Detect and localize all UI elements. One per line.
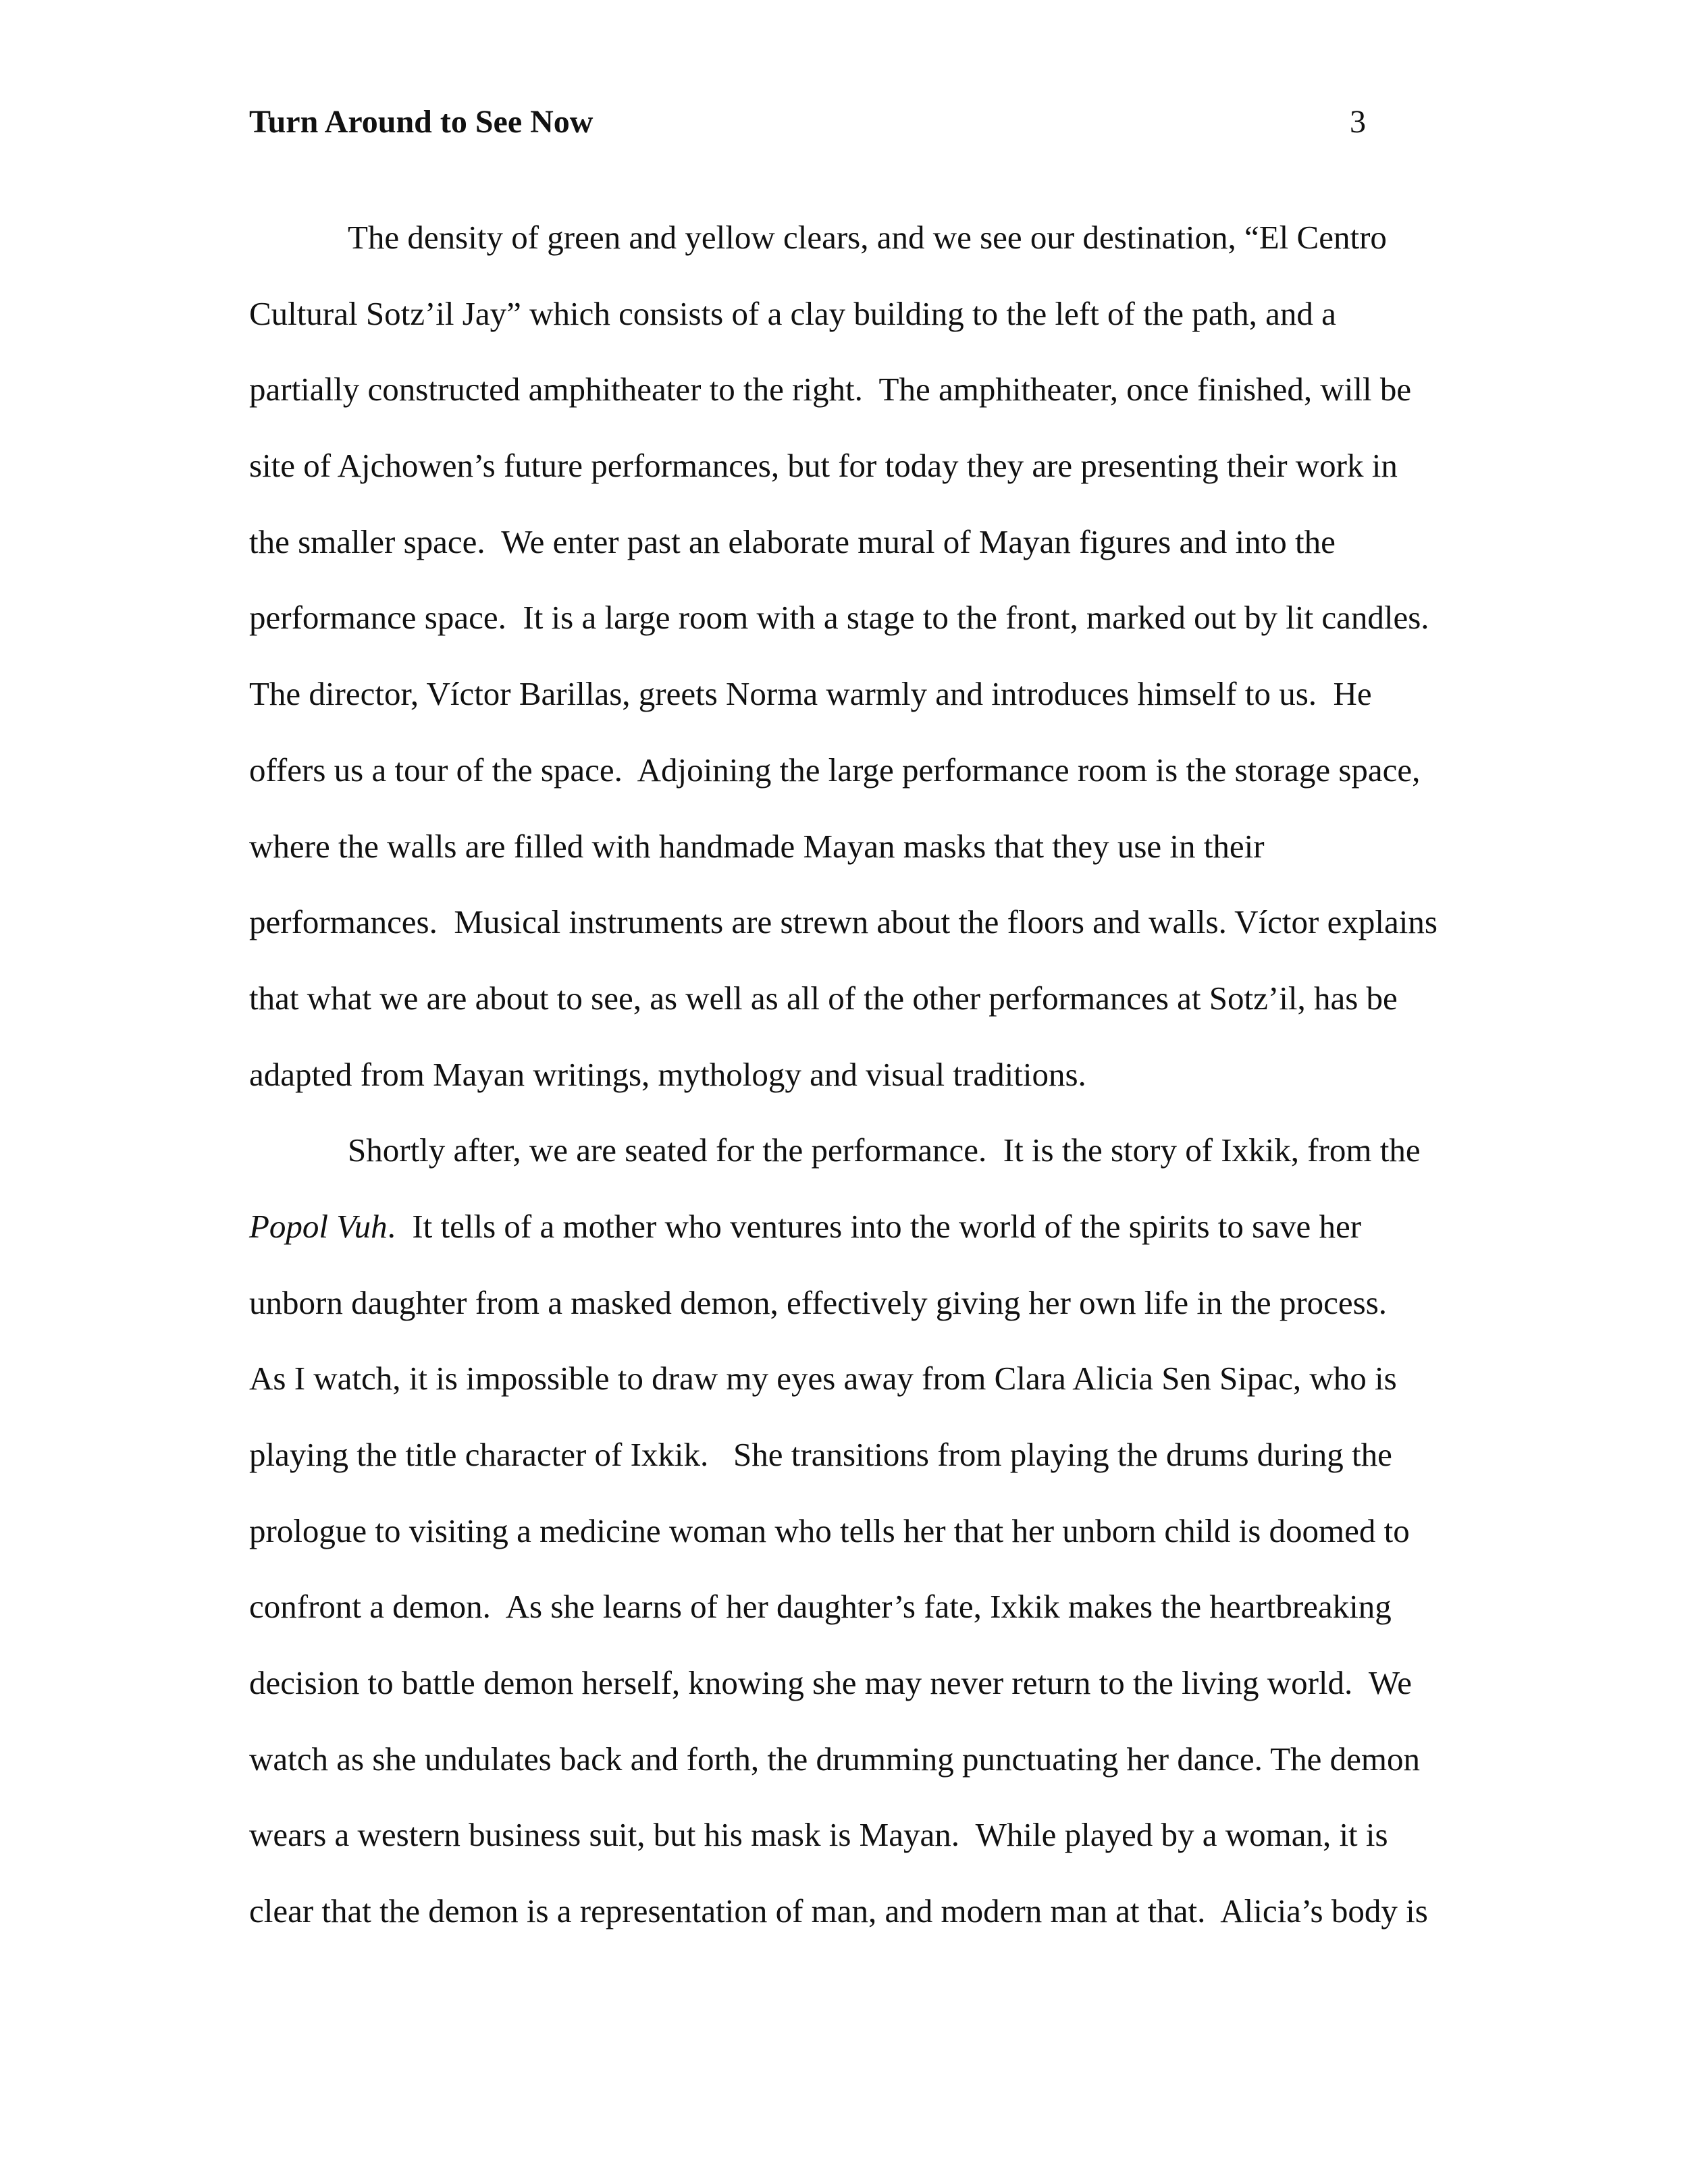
text-span: . It tells of a mother who ventures into the world of the spirits to save her — [387, 1207, 1362, 1245]
text-line: prologue to visiting a medicine woman who tells her that her unborn child is doomed to — [249, 1512, 1410, 1549]
text-line — [249, 1189, 1451, 1265]
text-line: where the walls are filled with handmade Mayan masks that they use in their — [249, 827, 1265, 865]
text-line: confront a demon. As she learns of her daughter’s fate, Ixkik makes the heartbreaking — [249, 1588, 1392, 1626]
text-line: performances. Musical instruments are strewn about the floors and walls. Víctor explains — [249, 903, 1438, 941]
book-title: Popol Vuh — [249, 1207, 388, 1245]
running-head-title: Turn Around to See Now — [249, 104, 594, 140]
running-header — [249, 102, 1366, 142]
text-line: partially constructed amphitheater to the right. The amphitheater, once finished, will be — [249, 371, 1412, 408]
text-line: Shortly after, we are seated for the performance. It is the story of Ixkik, from the — [348, 1131, 1421, 1169]
text-line: The director, Víctor Barillas, greets Norma warmly and introduces himself to us. He — [249, 675, 1372, 713]
text-line: adapted from Mayan writings, mythology and visual traditions. — [249, 1055, 1086, 1093]
text-line: offers us a tour of the space. Adjoining the large performance room is the storage space, — [249, 751, 1421, 789]
page-number: 3 — [1350, 104, 1366, 140]
paragraph-1 — [249, 200, 1451, 1113]
paragraph-2 — [249, 1113, 1451, 1950]
text-line: watch as she undulates back and forth, the drumming punctuating her dance. The demon — [249, 1740, 1420, 1778]
text-line: the smaller space. We enter past an elaborate mural of Mayan figures and into the — [249, 523, 1336, 560]
text-line: clear that the demon is a representation of man, and modern man at that. Alicia’s body is — [249, 1892, 1428, 1930]
text-line: performance space. It is a large room with a stage to the front, marked out by lit candles. — [249, 599, 1429, 637]
text-line: that what we are about to see, as well as all of the other performances at Sotz’il, has be — [249, 979, 1398, 1017]
text-line: wears a western business suit, but his mask is Mayan. While played by a woman, it is — [249, 1816, 1388, 1854]
text-line: playing the title character of Ixkik. She transitions from playing the drums during the — [249, 1436, 1392, 1473]
text-line: Cultural Sotz’il Jay” which consists of a clay building to the left of the path, and a — [249, 294, 1336, 332]
text-line: decision to battle demon herself, knowing she may never return to the living world. We — [249, 1664, 1412, 1702]
text-line: site of Ajchowen’s future performances, but for today they are presenting their work in — [249, 447, 1398, 485]
document-body — [249, 200, 1451, 1950]
text-line: unborn daughter from a masked demon, effectively giving her own life in the process. — [249, 1283, 1388, 1321]
text-line: The density of green and yellow clears, and we see our destination, “El Centro — [348, 219, 1387, 256]
text-line: As I watch, it is impossible to draw my eyes away from Clara Alicia Sen Sipac, who is — [249, 1360, 1397, 1397]
